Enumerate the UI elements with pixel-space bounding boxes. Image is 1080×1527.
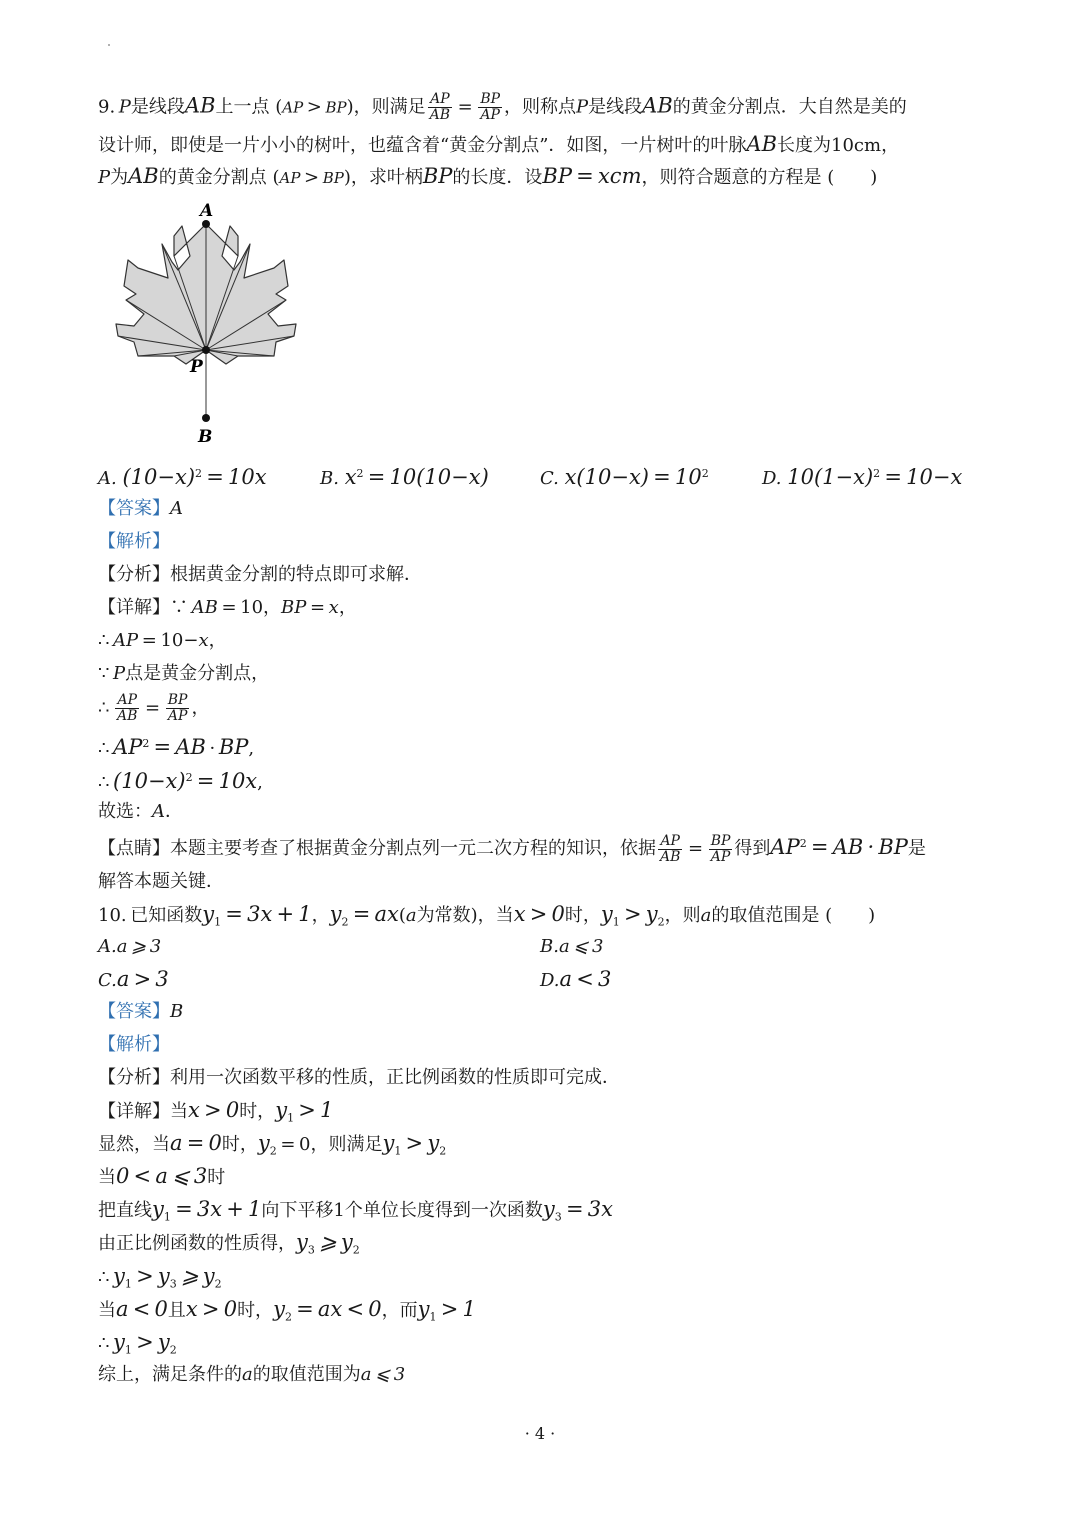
q10-option-b: B.a ⩽ 3 bbox=[540, 936, 604, 957]
q9-line-1: 9. P是线段AB上一点 (AP > BP)，则满足 $\frac{AP}{AB}$ = $\frac{BP}{AP}$ ，则称点P是线段AB的黄金分割点．大自然是美的 bbox=[98, 91, 907, 123]
q10-step-2: 当0 < a ⩽ 3时 bbox=[98, 1164, 226, 1188]
q9-line-2: 设计师，即使是一片小小的树叶，也蕴含着“黄金分割点”．如图，一片树叶的叶脉AB长度为10cm， bbox=[98, 132, 900, 156]
maple-leaf-figure bbox=[110, 196, 310, 450]
q9-dianjing-2: 解答本题关键． bbox=[98, 871, 224, 892]
fraction-bp-ap-note: $\frac{BP}{AP}$ bbox=[710, 832, 731, 865]
fraction-ap-ab-note: $\frac{AP}{AB}$ bbox=[660, 832, 681, 865]
q9-step-6: 故选：A． bbox=[98, 801, 183, 822]
q9-analysis-label: 【解析】 bbox=[98, 531, 170, 552]
label-p: P bbox=[190, 357, 203, 377]
label-a: A bbox=[200, 201, 214, 221]
page-number: · 4 · bbox=[524, 1424, 556, 1443]
q9-step-4: ∴ $AP^2$ = AB · BP, bbox=[98, 735, 255, 759]
q9-answer: 【答案】A bbox=[98, 498, 183, 519]
q10-answer: 【答案】B bbox=[98, 1001, 184, 1022]
q10-xiangjie: 【详解】当x > 0时，$y_1 > 1$ bbox=[98, 1098, 334, 1125]
scan-dot bbox=[108, 44, 110, 46]
q10-step-7: ∴ $y_1 > y_2$ bbox=[98, 1330, 177, 1357]
q9-dianjing: 【点睛】本题主要考查了根据黄金分割点列一元二次方程的知识，依据 $\frac{AP}{AB}$ = $\frac{BP}{AP}$ 得到$AP^2$ = AB · BP是 bbox=[98, 832, 926, 865]
q9-fenxi: 【分析】根据黄金分割的特点即可求解． bbox=[98, 564, 422, 585]
q9-option-d: D. $10(1-x)^2 = 10-x$ bbox=[762, 465, 963, 489]
q10-step-4: 由正比例函数的性质得，$y_3$ ⩾ $y_2$ bbox=[98, 1230, 360, 1257]
q9-step-1: ∴ AP = 10−x， bbox=[98, 630, 227, 651]
q10-option-c: C.a > 3 bbox=[98, 967, 169, 991]
q10-option-d: D.a < 3 bbox=[540, 967, 612, 991]
q9-xiangjie: 【详解】∵ AB = 10，BP = x， bbox=[98, 597, 357, 618]
q10-analysis-label: 【解析】 bbox=[98, 1034, 170, 1055]
q9-option-b: B. $x^2 = 10(10-x)$ bbox=[320, 465, 489, 489]
q10-step-1: 显然，当a = 0时，$y_2 = 0$，则满足$y_1 > y_2$ bbox=[98, 1131, 447, 1158]
q10-step-5: ∴ $y_1 > y_3$ ⩾ $y_2$ bbox=[98, 1264, 222, 1291]
point-p bbox=[202, 346, 210, 354]
fraction-bp-ap-step: $\frac{BP}{AP}$ bbox=[167, 692, 188, 724]
label-b: B bbox=[198, 427, 213, 447]
fraction-bp-ap: $\frac{BP}{AP}$ bbox=[480, 91, 501, 123]
point-a bbox=[202, 220, 210, 228]
q10-conclusion: 综上，满足条件的a的取值范围为a ⩽ 3 bbox=[98, 1364, 406, 1385]
q9-line-3: P为AB的黄金分割点 (AP > BP)，求叶柄BP的长度．设BP = xcm，则符合题意的方程是 ( ) bbox=[98, 164, 878, 188]
q9-option-a: A. $(10-x)^2 = 10x$ bbox=[98, 465, 267, 489]
q9-step-3: ∴ $\frac{AP}{AB}$ = $\frac{BP}{AP}$ ， bbox=[98, 692, 210, 724]
q10-step-6: 当a < 0且x > 0时，$y_2$ = ax < 0，而$y_1 > 1$ bbox=[98, 1297, 476, 1324]
q10-option-a: A.a ⩾ 3 bbox=[98, 936, 162, 957]
q10-line-1: 10. 已知函数$y_1 = 3x + 1$，$y_2 = ax(a$为常数)，当x > 0时，$y_1 > y_2$，则a的取值范围是 ( ) bbox=[98, 902, 876, 929]
q9-step-2: ∵ P点是黄金分割点， bbox=[98, 663, 270, 684]
q10-step-3: 把直线$y_1 = 3x + 1$向下平移1个单位长度得到一次函数$y_3 = 3x$ bbox=[98, 1197, 613, 1224]
fraction-ap-ab: $\frac{AP}{AB}$ bbox=[429, 91, 451, 123]
point-b bbox=[202, 414, 210, 422]
q9-option-c: C. $x(10-x) = 10^2$ bbox=[540, 465, 709, 489]
fraction-ap-ab-step: $\frac{AP}{AB}$ bbox=[117, 692, 138, 724]
q10-fenxi: 【分析】利用一次函数平移的性质，正比例函数的性质即可完成． bbox=[98, 1067, 620, 1088]
q9-step-5: ∴ $(10-x)^2 = 10x$, bbox=[98, 769, 263, 793]
